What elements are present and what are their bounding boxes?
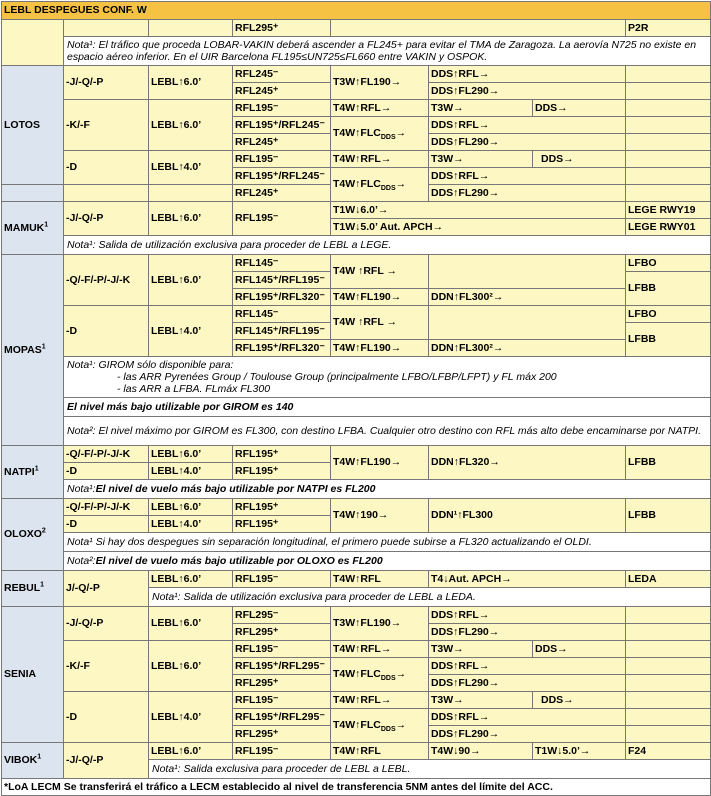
lebl-climb: LEBL↑6.0’ [149,100,233,151]
route-cell: T4W↑RFL→ [331,100,429,117]
aircraft-types: -D [64,692,149,743]
lebl-climb: LEBL↑4.0’ [149,692,233,743]
note: Nota¹: GIROM sólo disponible para: - las ARR Pyrenées Group / Toulouse Group (principalmente LFBO/LFBP/LFPT) y FL máx 200 - las ARR a LFBA. FLmáx FL300 [64,357,711,398]
note: Nota¹:El nivel de vuelo más bajo utilizable por NATPI es FL200 [64,480,711,499]
dest-cell: LEGE RWY01 [626,219,711,236]
route-cell: T3W→ [429,641,533,658]
aircraft-types: -J/-Q/-P [64,66,149,100]
dest-cell: LFBO [626,306,711,323]
rfl-cell: RFL245⁺ [233,134,331,151]
rfl-cell: RFL195⁻ [233,743,331,760]
rfl-cell: RFL145⁻ [233,255,331,272]
lebl-climb: LEBL↑4.0’ [149,463,233,480]
route-cell: T4W↑RFL→ [331,151,429,168]
note: Nota²: El nivel máximo por GIROM es FL300, con destino LFBA. Cualquier otro destino con RFL más alto debe encaminarse por NATPI. [64,417,711,446]
route-cell: T1W↓5.0’ Aut. APCH→ [331,219,626,236]
route-cell: DDN¹↑FL300 [429,499,626,533]
airport-oloxo: OLOXO$^2$ [2,499,64,571]
route-cell: DDS↑RFL→ [429,709,626,726]
route-cell: T3W↑FL190→ [331,66,429,100]
route-cell: T1W↓6.0’→ [331,202,626,219]
aircraft-types: -D [64,463,149,480]
lebl-climb: LEBL↑6.0’ [149,255,233,306]
rfl-cell: RFL195⁺ [233,463,331,480]
dest-cell: LFBB [626,323,711,357]
airport-mopas: MOPAS$^1$ [2,255,64,446]
rfl-cell: RFL145⁺/RFL195⁻ [233,272,331,289]
dest-cell: LEGE RWY19 [626,202,711,219]
aircraft-types: -K/-F [64,100,149,151]
rfl-cell: RFL295⁻ [233,607,331,624]
route-cell: T3W→ [429,692,533,709]
rfl-cell: RFL195⁻ [233,100,331,117]
departures-table [1,1,711,796]
rfl-cell: RFL295⁺ [233,20,331,37]
rfl-cell: RFL295⁺ [233,726,331,743]
route-cell: $T4W↑FLC_{DDS}\to$ [331,117,429,151]
rfl-cell: RFL195⁻ [233,571,331,588]
airport-mamuk: MAMUK$^1$ [2,202,64,255]
aircraft-types: -Q/-F/-P/-J/-K [64,255,149,306]
route-cell: T4W↑RFL→ [331,641,429,658]
dest-cell: LFBO [626,255,711,272]
rfl-cell: RFL295⁺ [233,675,331,692]
lebl-climb: LEBL↑6.0’ [149,446,233,463]
route-cell: T4W ↑RFL → [331,255,429,289]
route-cell: T4W↑FL190→ [331,340,429,357]
route-cell: DDN↑FL300²→ [429,289,626,306]
airport-lotos: LOTOS [2,66,64,185]
route-cell: DDS↑FL290→ [429,185,626,202]
route-cell: T4W↑RFL [331,743,429,760]
rfl-cell: RFL195⁺ [233,446,331,463]
airport-vibok: VIBOK$^1$ [2,743,64,779]
rfl-cell: RFL195⁺/RFL245⁻ [233,117,331,134]
route-cell: T4W ↑RFL → [331,306,429,340]
route-cell: DDS↑FL290→ [429,675,626,692]
aircraft-types: -Q/-F/-P/-J/-K [64,499,149,516]
route-cell: DDS→ [533,692,626,709]
lebl-climb: LEBL↑6.0’ [149,66,233,100]
lebl-climb: LEBL↑4.0’ [149,151,233,185]
route-cell: T4W↑RFL→ [331,692,429,709]
dest-cell: LFBB [626,272,711,306]
route-cell: T4W↑190→ [331,499,429,533]
lebl-climb: LEBL↑6.0’ [149,202,233,236]
rfl-cell: RFL195⁺/RFL320⁻ [233,340,331,357]
route-cell: DDS↑FL290→ [429,134,626,151]
route-cell: T4W↑FL190→ [331,446,429,480]
lebl-climb: LEBL↑6.0’ [149,571,233,588]
route-cell: DDN↑FL320→ [429,446,626,480]
rfl-cell: RFL245⁺ [233,83,331,100]
rfl-cell: RFL145⁻ [233,306,331,323]
route-cell: T3W→ [429,100,533,117]
route-cell: T4W↓90→ [429,743,533,760]
route-cell: DDS↑RFL→ [429,168,626,185]
note: Nota¹: El tráfico que proceda LOBAR-VAKIN deberá ascender a FL245+ para evitar el TMA de Zaragoza. La aerovía N725 no existe en espacio aéreo inferior. En el UIR Barcelona FL195≤UN725≤FL660 entre VAKIN y OSPOK. [64,37,711,66]
dest-cell: F24 [626,743,711,760]
table-title: LEBL DESPEGUES CONF. W [2,2,711,20]
note: Nota²:El nivel de vuelo más bajo utilizable por OLOXO es FL200 [64,552,711,571]
note: Nota¹: Salida de utilización exclusiva para proceder de LEBL a LEDA. [149,588,711,607]
route-cell: DDS↑FL290→ [429,726,626,743]
note: Nota¹: Salida de utilización exclusiva para proceder de LEBL a LEGE. [64,236,711,255]
aircraft-types: -Q/-F/-P/-J/-K [64,446,149,463]
airport-rebul: REBUL$^1$ [2,571,64,607]
aircraft-types: J/-Q/-P [64,571,149,607]
aircraft-types: -J/-Q/-P [64,607,149,641]
lebl-climb: LEBL↑6.0’ [149,499,233,516]
airport-blank [2,20,64,66]
rfl-cell: RFL195⁺/RFL295⁻ [233,709,331,726]
rfl-cell: RFL195⁻ [233,641,331,658]
route-cell: DDS↑RFL→ [429,658,626,675]
route-cell: DDS→ [533,641,626,658]
lebl-climb: LEBL↑6.0’ [149,743,233,760]
rfl-cell: RFL195⁻ [233,692,331,709]
rfl-cell: RFL295⁺ [233,624,331,641]
route-cell: DDS↑RFL→ [429,117,626,134]
rfl-cell: RFL195⁺/RFL245⁻ [233,168,331,185]
route-cell: $T4W↑FLC_{DDS}\to$ [331,709,429,743]
route-cell: DDS↑RFL→ [429,607,626,624]
dest-cell: LFBB [626,446,711,480]
dest-cell: LEDA [626,571,711,588]
rfl-cell: RFL195⁻ [233,202,331,236]
route-cell: DDN↑FL300²→ [429,340,626,357]
lebl-climb: LEBL↑4.0’ [149,306,233,357]
route-cell: T1W↓5.0’→ [533,743,626,760]
route-cell: T3W→ [429,151,533,168]
dest-cell: P2R [626,20,711,37]
table-header-row [2,2,711,20]
rfl-cell: RFL195⁺ [233,499,331,516]
rfl-cell: RFL245⁻ [233,66,331,83]
aircraft-types: -J/-Q/-P [64,202,149,236]
rfl-cell: RFL195⁻ [233,151,331,168]
route-cell: DDS↑FL290→ [429,83,626,100]
rfl-cell: RFL195⁺ [233,516,331,533]
footer-note: *LoA LECM Se transferirá el tráfico a LECM establecido al nivel de transferencia 5NM antes del límite del ACC. [2,779,711,796]
route-cell: T4↓Aut. APCH→ [429,571,626,588]
rfl-cell: RFL195⁺/RFL295⁻ [233,658,331,675]
aircraft-types: -D [64,516,149,533]
rfl-cell: RFL195⁺/RFL320⁻ [233,289,331,306]
lebl-climb: LEBL↑6.0’ [149,641,233,692]
airport-natpi: NATPI$^1$ [2,446,64,499]
aircraft-types: -D [64,151,149,185]
route-cell: T4W↑RFL [331,571,429,588]
rfl-cell: RFL245⁺ [233,185,331,202]
dest-cell: LFBB [626,499,711,533]
route-cell: T4W↑FL190→ [331,289,429,306]
aircraft-types: -J/-Q/-P [64,743,149,779]
note: Nota¹ Si hay dos despegues sin separación longitudinal, el primero puede subirse a FL320 actualizando el OLDI. [64,533,711,552]
route-cell: DDS↑FL290→ [429,624,626,641]
note: El nivel más bajo utilizable por GIROM es 140 [64,398,711,417]
route-cell: $T4W↑FLC_{DDS}\to$ [331,168,429,202]
aircraft-types: -K/-F [64,641,149,692]
aircraft-types: -D [64,306,149,357]
route-cell: DDS→ [533,100,626,117]
route-cell: DDS↑RFL→ [429,66,626,83]
lebl-climb: LEBL↑6.0’ [149,607,233,641]
rfl-cell: RFL145⁺/RFL195⁻ [233,323,331,340]
note: Nota¹: Salida exclusiva para proceder de LEBL a LEBL. [149,760,711,779]
airport-senia: SENIA [2,607,64,743]
route-cell: T3W↑FL190→ [331,607,429,641]
lebl-climb: LEBL↑4.0’ [149,516,233,533]
route-cell: DDS→ [533,151,626,168]
route-cell: $T4W↑FLC_{DDS}\to$ [331,658,429,692]
